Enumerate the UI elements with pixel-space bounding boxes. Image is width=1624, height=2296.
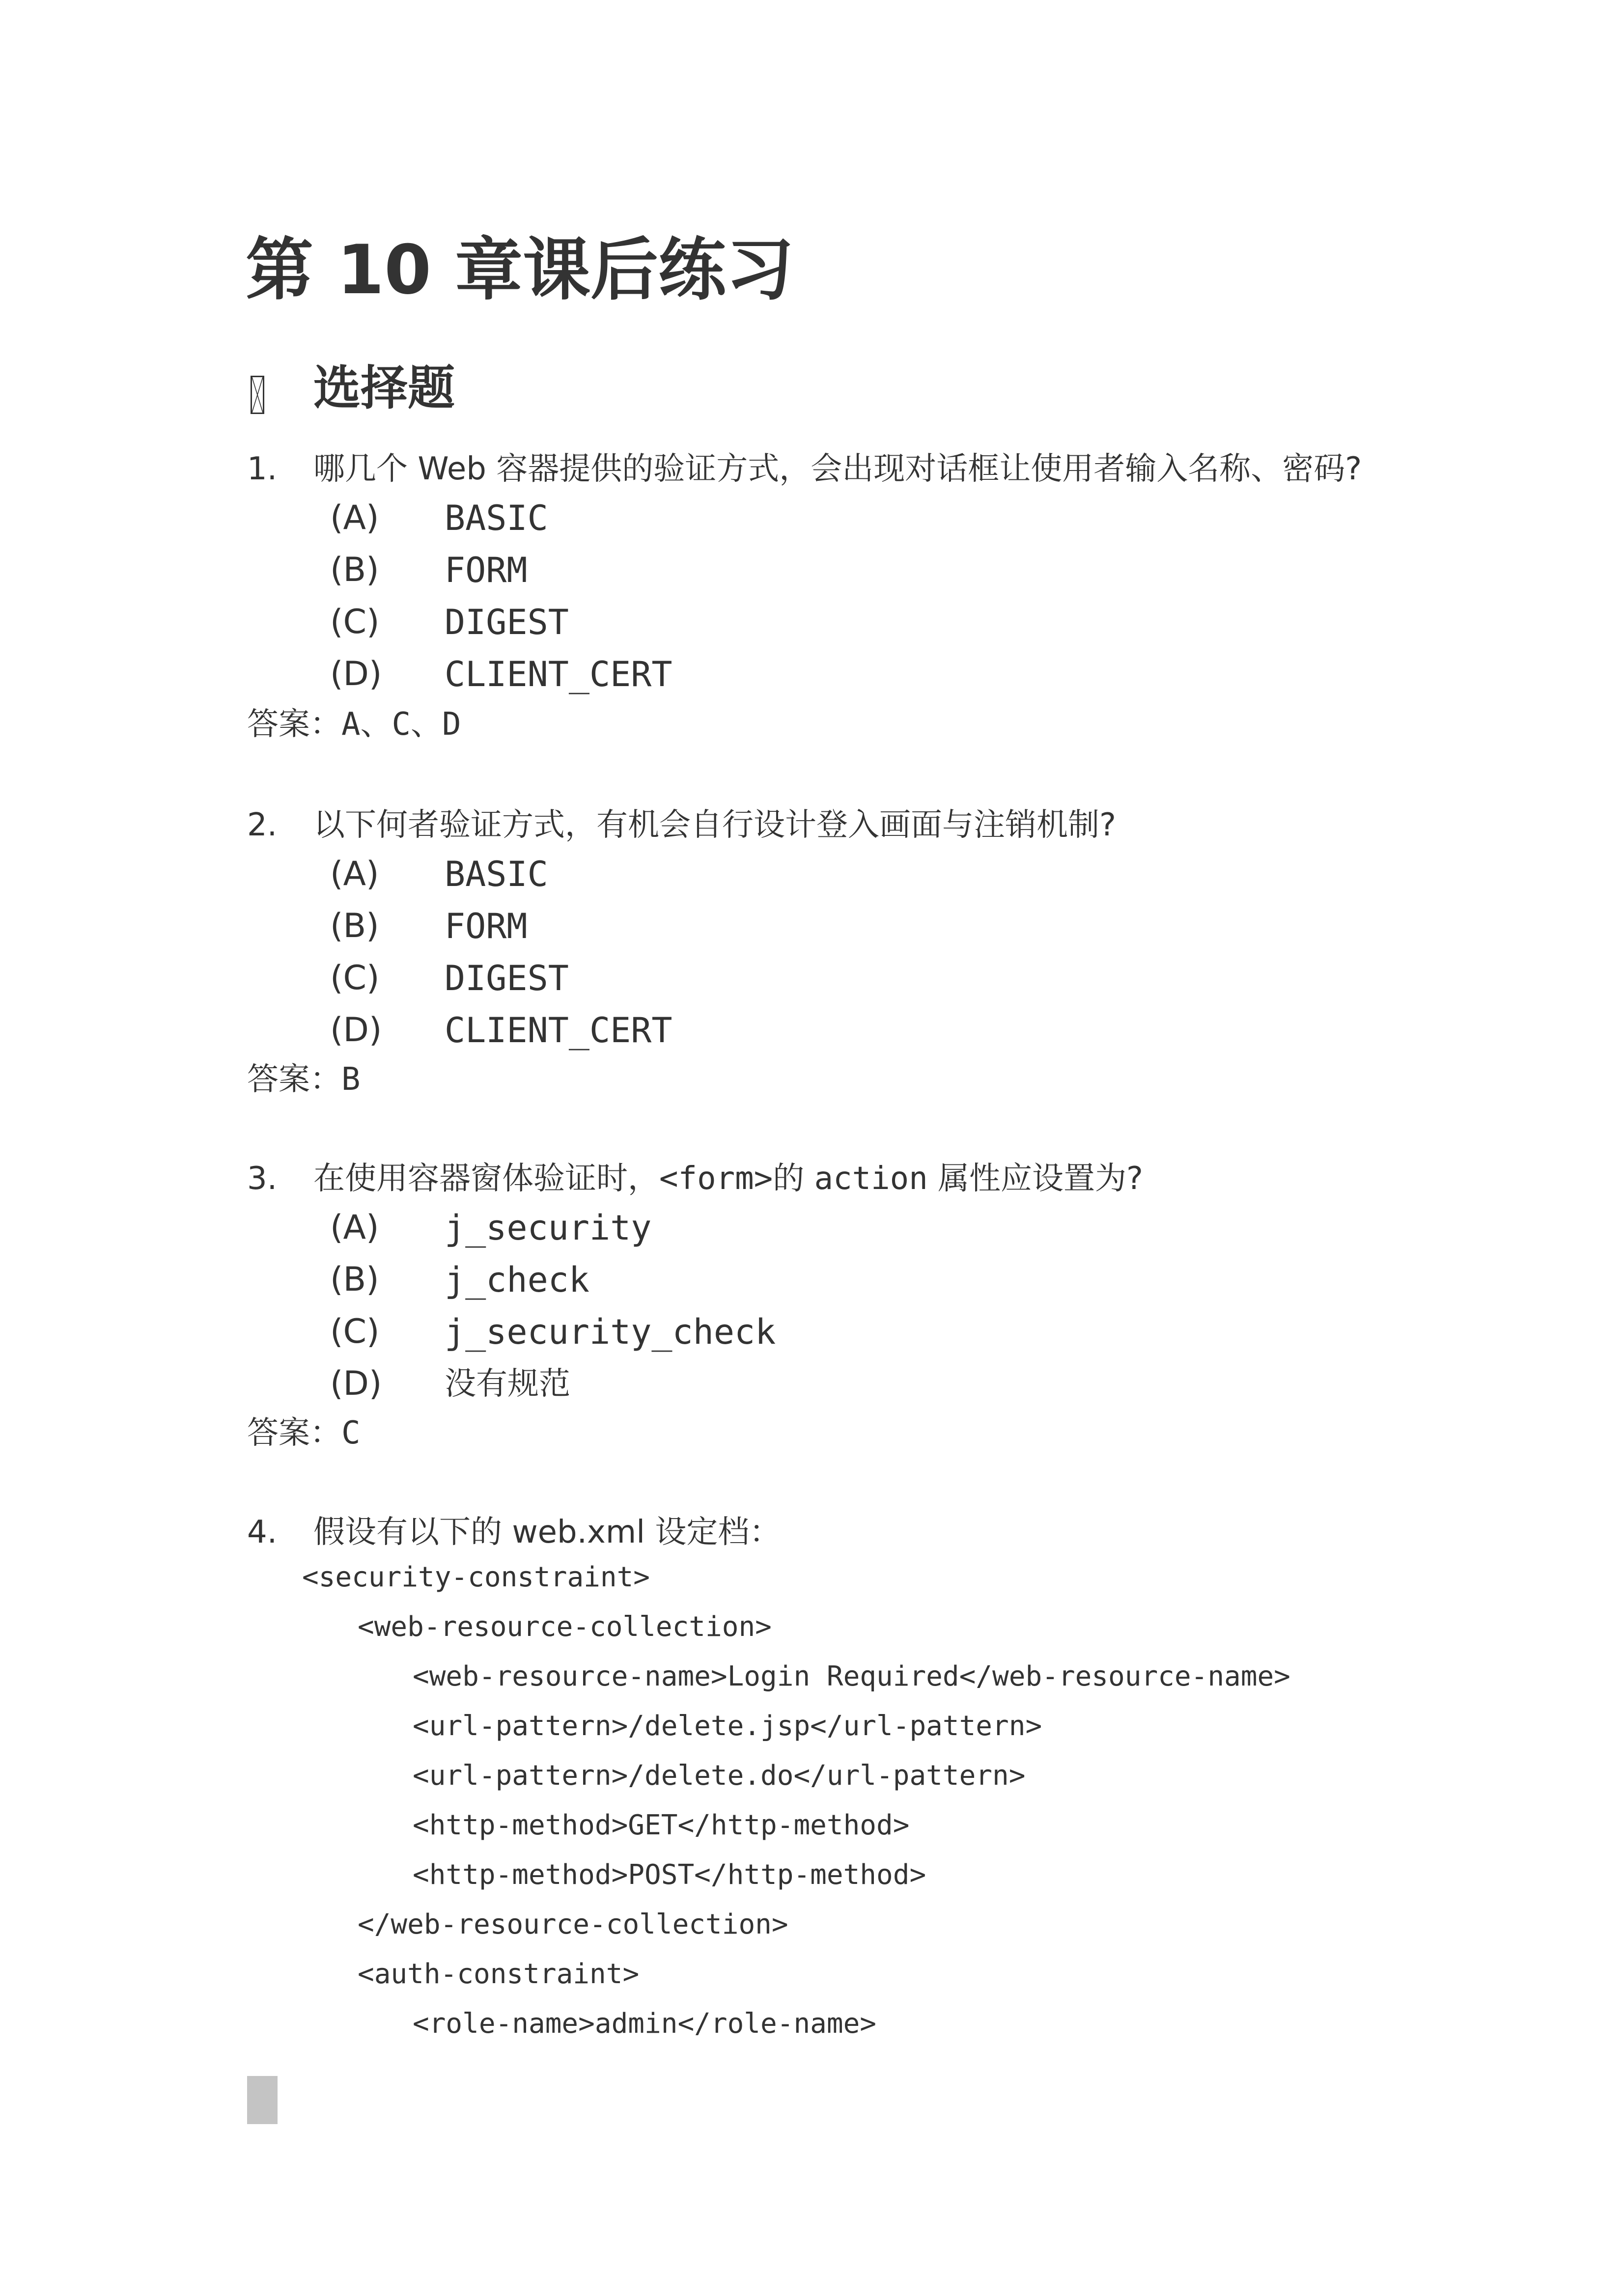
option-label: (D) bbox=[330, 1011, 382, 1050]
question-text-part: 属性应设置为? bbox=[927, 1161, 1144, 1197]
question-number: 1. bbox=[247, 451, 278, 487]
option-text: j_security_check bbox=[445, 1312, 776, 1352]
code-line: <url-pattern>/delete.jsp</url-pattern> bbox=[413, 1710, 1042, 1742]
option-text: BASIC bbox=[445, 854, 548, 894]
option-text: j_check bbox=[445, 1260, 590, 1300]
answer bbox=[247, 1057, 361, 1102]
option-text: BASIC bbox=[445, 498, 548, 538]
option-text: CLIENT_CERT bbox=[445, 654, 672, 694]
code-line: <http-method>POST</http-method> bbox=[413, 1859, 926, 1891]
question-text: 假设有以下的 web.xml 设定档： bbox=[313, 1514, 781, 1550]
question-number: 4. bbox=[247, 1514, 278, 1550]
option-text: 没有规范 bbox=[445, 1366, 570, 1402]
code-line: <security-constraint> bbox=[302, 1561, 650, 1593]
answer-value: C bbox=[341, 1415, 361, 1451]
option-label: (C) bbox=[330, 603, 380, 641]
option-label: (B) bbox=[330, 1260, 379, 1299]
option-label: (D) bbox=[330, 1364, 382, 1403]
missing-glyph-box-icon bbox=[251, 376, 264, 414]
option-label: (B) bbox=[330, 551, 379, 589]
question-text: 哪几个 Web 容器提供的验证方式，会出现对话框让使用者输入名称、密码? bbox=[313, 451, 1362, 487]
answer bbox=[247, 702, 461, 747]
option-label: (A) bbox=[330, 855, 379, 893]
code-line: <auth-constraint> bbox=[358, 1958, 640, 1990]
answer-prefix: 答案： bbox=[247, 1415, 341, 1451]
option-text: FORM bbox=[445, 906, 528, 946]
answer-prefix: 答案： bbox=[247, 706, 341, 743]
code-line: <web-resource-name>Login Required</web-resource-name> bbox=[413, 1660, 1290, 1692]
code-line: <url-pattern>/delete.do</url-pattern> bbox=[413, 1760, 1026, 1792]
page-marker-block bbox=[247, 2076, 278, 2124]
option-label: (D) bbox=[330, 655, 382, 693]
section-title: 选择题 bbox=[313, 360, 455, 415]
question-text-part: 在使用容器窗体验证时， bbox=[313, 1161, 659, 1197]
code-line: <role-name>admin</role-name> bbox=[413, 2008, 877, 2040]
option-text: DIGEST bbox=[445, 602, 569, 642]
option-text: FORM bbox=[445, 550, 528, 590]
question-text bbox=[313, 1157, 1143, 1201]
form-tag-code: <form> bbox=[659, 1161, 773, 1197]
option-label: (B) bbox=[330, 907, 379, 945]
option-text: j_security bbox=[445, 1208, 652, 1248]
code-line: <http-method>GET</http-method> bbox=[413, 1809, 910, 1841]
answer-value: A、C、D bbox=[341, 706, 461, 743]
action-attr-code: action bbox=[814, 1161, 928, 1197]
question-text: 以下何者验证方式，有机会自行设计登入画面与注销机制? bbox=[313, 807, 1116, 843]
option-text: DIGEST bbox=[445, 958, 569, 998]
option-label: (C) bbox=[330, 1312, 380, 1351]
option-label: (A) bbox=[330, 498, 379, 537]
code-line: <web-resource-collection> bbox=[358, 1611, 772, 1643]
answer-prefix: 答案： bbox=[247, 1061, 341, 1098]
question-number: 2. bbox=[247, 807, 278, 843]
answer-value: B bbox=[341, 1061, 361, 1098]
option-label: (C) bbox=[330, 959, 380, 997]
option-text: CLIENT_CERT bbox=[445, 1010, 672, 1051]
question-text-part: 的 bbox=[773, 1161, 814, 1197]
page-title: 第 10 章课后练习 bbox=[246, 230, 794, 309]
answer bbox=[247, 1411, 361, 1455]
option-label: (A) bbox=[330, 1208, 379, 1247]
code-line: </web-resource-collection> bbox=[358, 1909, 788, 1940]
question-number: 3. bbox=[247, 1161, 278, 1197]
